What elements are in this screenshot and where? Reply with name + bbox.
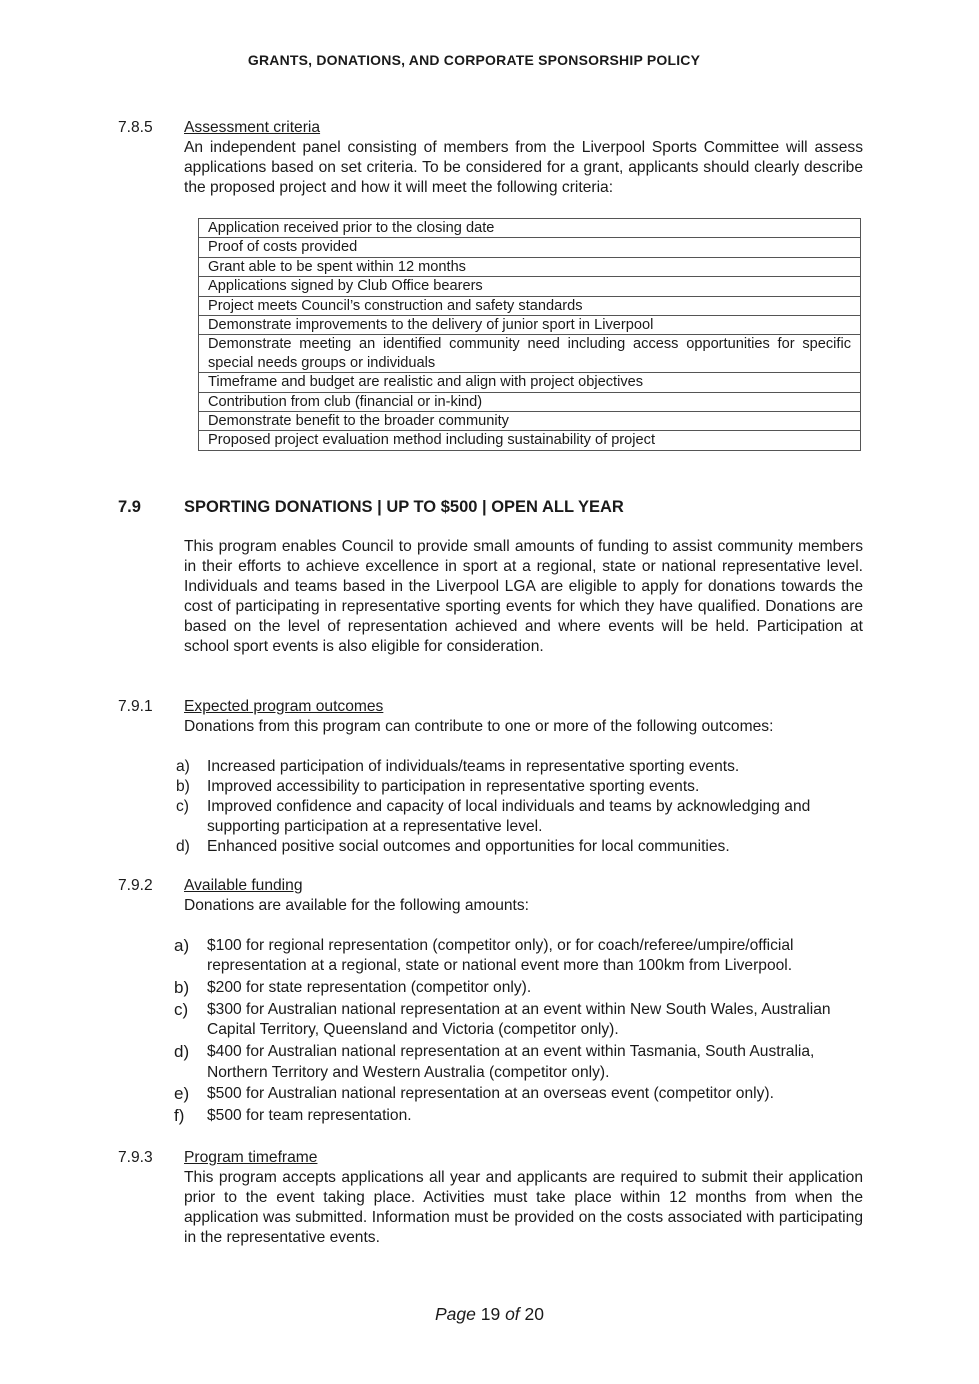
- list-item: [174, 1084, 863, 1104]
- criteria-row: [199, 219, 861, 238]
- list-item-text: $300 for Australian national representation at an event within New South Wales, Australian Capital Territory, Queensland and Victoria (competitor only).: [207, 1001, 831, 1039]
- page-footer: [0, 1304, 979, 1325]
- section-intro: Donations are available for the following amounts:: [184, 897, 529, 914]
- section-number: 7.9.3: [118, 1149, 153, 1166]
- list-item-text: $500 for Australian national representation at an overseas event (competitor only).: [207, 1085, 774, 1103]
- criteria-row: [199, 392, 861, 411]
- section-intro: Donations from this program can contribute to one or more of the following outcomes:: [184, 718, 774, 735]
- criteria-cell: Project meets Council’s construction and safety standards: [199, 296, 861, 315]
- criteria-cell: Demonstrate meeting an identified community need including access opportunities for specific special needs groups or individuals: [199, 335, 861, 373]
- list-marker: a): [174, 936, 190, 955]
- criteria-row: [199, 335, 861, 373]
- criteria-row: [199, 238, 861, 257]
- criteria-row: [199, 277, 861, 296]
- list-item: [174, 1042, 863, 1083]
- section-heading: SPORTING DONATIONS | UP TO $500 | OPEN ALL YEAR: [184, 498, 624, 516]
- list-item-text: Improved accessibility to participation in representative sporting events.: [207, 778, 700, 795]
- section-heading: Assessment criteria: [184, 119, 321, 136]
- section-number: 7.8.5: [118, 119, 153, 136]
- criteria-cell: Proof of costs provided: [199, 238, 861, 257]
- section-number: 7.9: [118, 498, 141, 516]
- section-heading: Available funding: [184, 877, 303, 894]
- list-item-text: $500 for team representation.: [207, 1107, 412, 1125]
- criteria-row: [199, 257, 861, 276]
- list-marker: c): [174, 1000, 189, 1020]
- list-item: [174, 837, 863, 857]
- list-marker: e): [174, 1084, 190, 1104]
- list-marker: c): [176, 798, 189, 815]
- list-item-text: $100 for regional representation (competitor only), or for coach/referee/umpire/official representation at a regional, state or national event more than 100km from Liverpool.: [207, 937, 794, 975]
- list-item: [174, 797, 863, 837]
- list-marker: b): [174, 978, 190, 998]
- section-7-8-5: [118, 118, 863, 451]
- list-item: [174, 978, 863, 998]
- document-header-title: GRANTS, DONATIONS, AND CORPORATE SPONSORSHIP POLICY: [247, 52, 701, 68]
- section-intro: An independent panel consisting of members from the Liverpool Sports Committee will assess applications based on set criteria. To be considered for a grant, applicants should clearly describe the proposed project and how it will meet the following criteria:: [184, 139, 863, 196]
- list-marker: d): [176, 838, 190, 855]
- criteria-cell: Demonstrate benefit to the broader community: [199, 412, 861, 431]
- criteria-cell: Timeframe and budget are realistic and align with project objectives: [199, 373, 861, 392]
- section-body: This program enables Council to provide small amounts of funding to assist community members in their efforts to achieve excellence in sport at a regional, state or national representative level. Individuals and teams based in the Liverpool LGA are eligible to apply for donations towards the cost of participating in representative sporting events for which they have qualified. Donations are based on the level of representation achieved and where events will be held. Participation at school sport events is also eligible for consideration.: [184, 538, 863, 655]
- criteria-cell: Demonstrate improvements to the delivery of junior sport in Liverpool: [199, 316, 861, 335]
- of-word: of: [505, 1304, 520, 1324]
- list-item-text: $400 for Australian national representation at an event within Tasmania, South Australia, Northern Territory and Western Australia (competitor only).: [207, 1043, 815, 1081]
- criteria-cell: Applications signed by Club Office bearers: [199, 277, 861, 296]
- page-word: Page: [434, 1304, 476, 1324]
- list-item-text: Improved confidence and capacity of local individuals and teams by acknowledging and supporting participation at a representative level.: [207, 798, 811, 835]
- criteria-cell: Contribution from club (financial or in-kind): [199, 392, 861, 411]
- section-number: 7.9.2: [118, 877, 153, 894]
- list-item: [174, 1106, 863, 1126]
- funding-list: [174, 936, 863, 1127]
- list-item: [174, 757, 863, 777]
- section-7-9-3: [118, 1148, 863, 1248]
- section-heading: Program timeframe: [184, 1149, 318, 1166]
- criteria-cell: Application received prior to the closing date: [199, 219, 861, 238]
- list-marker: f): [174, 1106, 185, 1126]
- criteria-row: [199, 412, 861, 431]
- outcomes-list: [174, 757, 863, 857]
- list-item: [174, 1000, 863, 1041]
- criteria-row: [199, 316, 861, 335]
- list-marker: d): [174, 1042, 190, 1062]
- list-marker: b): [176, 778, 190, 795]
- section-heading: Expected program outcomes: [184, 698, 384, 715]
- list-item-text: Enhanced positive social outcomes and opportunities for local communities.: [207, 838, 730, 855]
- list-marker: a): [176, 758, 190, 775]
- list-item-text: $200 for state representation (competitor only).: [207, 979, 532, 997]
- section-7-9: [118, 497, 863, 657]
- criteria-table: [198, 218, 861, 451]
- page-number: 19: [480, 1304, 501, 1324]
- criteria-cell: Grant able to be spent within 12 months: [199, 257, 861, 276]
- criteria-row: [199, 296, 861, 315]
- section-7-9-1: [118, 697, 863, 857]
- page-total: 20: [524, 1304, 545, 1324]
- section-7-9-2: [118, 876, 863, 1128]
- list-item: [174, 936, 863, 977]
- section-number: 7.9.1: [118, 698, 153, 715]
- criteria-row: [199, 373, 861, 392]
- criteria-cell: Proposed project evaluation method including sustainability of project: [199, 431, 861, 450]
- list-item: [174, 777, 863, 797]
- list-item-text: Increased participation of individuals/teams in representative sporting events.: [207, 758, 740, 775]
- section-body: This program accepts applications all year and applicants are required to submit their application prior to the event taking place. Activities must take place within 12 months from when the application was submitted. Information must be provided on the costs associated with participating in the representative events.: [184, 1169, 863, 1246]
- criteria-row: [199, 431, 861, 450]
